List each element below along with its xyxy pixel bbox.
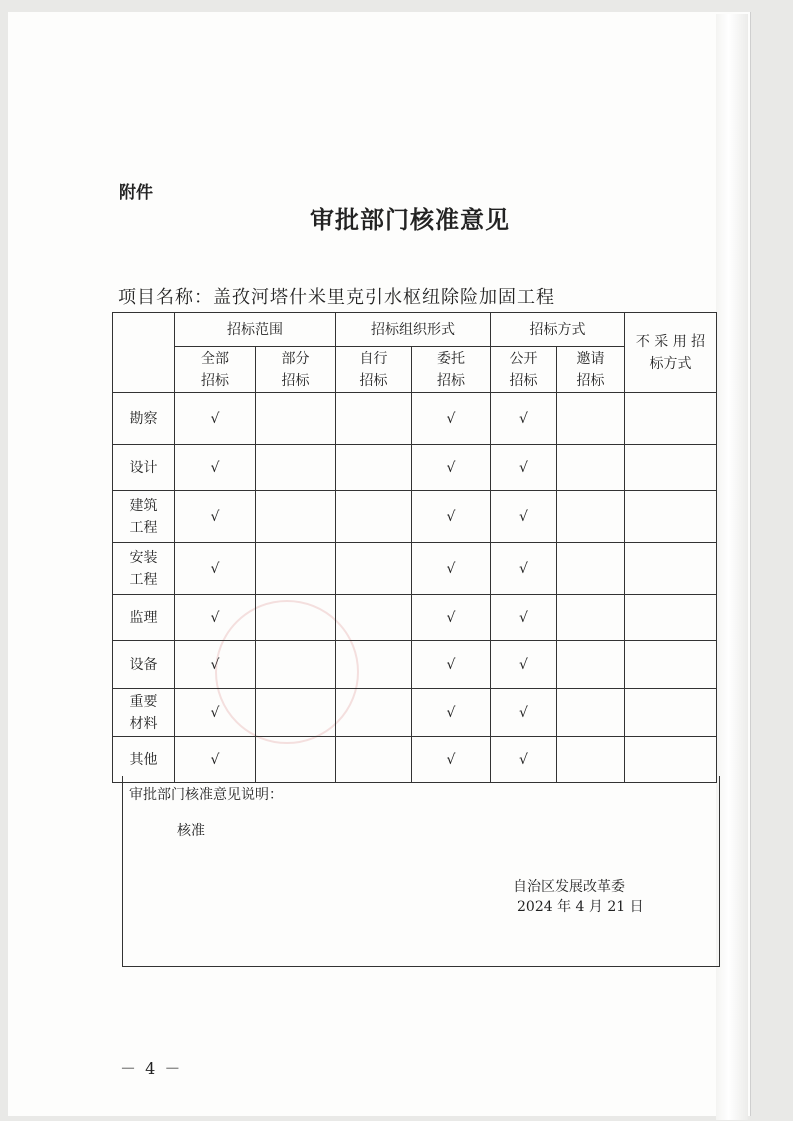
header-method: 招标方式 <box>491 313 625 347</box>
project-name-line: 项目名称：盖孜河塔什米里克引水枢纽除险加固工程 <box>118 287 555 308</box>
check-mark-cell: √ <box>175 543 256 595</box>
opinion-section <box>122 776 720 967</box>
row-label: 设计 <box>113 445 175 491</box>
check-mark-cell: √ <box>491 543 557 595</box>
check-mark-cell: √ <box>491 595 557 641</box>
empty-cell <box>625 595 717 641</box>
empty-cell <box>256 543 336 595</box>
check-mark-cell: √ <box>412 689 491 737</box>
row-label: 设备 <box>113 641 175 689</box>
check-mark-cell: √ <box>412 543 491 595</box>
approving-organization: 自治区发展改革委 <box>513 879 625 895</box>
empty-cell <box>625 393 717 445</box>
check-mark-cell: √ <box>412 737 491 783</box>
check-mark-cell: √ <box>412 491 491 543</box>
subheader-cell: 全部 招标 <box>175 347 256 393</box>
empty-cell <box>557 491 625 543</box>
empty-cell <box>557 689 625 737</box>
table-row <box>113 689 717 737</box>
table-row <box>113 595 717 641</box>
empty-cell <box>557 641 625 689</box>
empty-cell <box>625 543 717 595</box>
row-label: 安装 工程 <box>113 543 175 595</box>
check-mark-cell: √ <box>175 689 256 737</box>
check-mark-cell: √ <box>491 393 557 445</box>
empty-cell <box>625 641 717 689</box>
empty-cell <box>557 595 625 641</box>
row-label: 重要 材料 <box>113 689 175 737</box>
check-mark-cell: √ <box>175 641 256 689</box>
check-mark-cell: √ <box>491 641 557 689</box>
page-edge-shadow <box>716 14 748 1120</box>
page-number: － 4 － <box>120 1059 183 1078</box>
page-title: 审批部门核准意见 <box>310 206 510 234</box>
subheader-cell: 自行 招标 <box>336 347 412 393</box>
check-mark-cell: √ <box>412 445 491 491</box>
empty-cell <box>336 543 412 595</box>
empty-cell <box>256 595 336 641</box>
empty-cell <box>336 445 412 491</box>
empty-cell <box>336 491 412 543</box>
empty-cell <box>336 595 412 641</box>
empty-cell <box>625 491 717 543</box>
empty-cell <box>557 445 625 491</box>
opinion-label: 审批部门核准意见说明： <box>129 787 283 803</box>
row-label: 其他 <box>113 737 175 783</box>
check-mark-cell: √ <box>491 445 557 491</box>
check-mark-cell: √ <box>175 393 256 445</box>
table-row <box>113 641 717 689</box>
approval-date: 2024 年 4 月 21 日 <box>517 899 644 915</box>
check-mark-cell: √ <box>412 393 491 445</box>
empty-cell <box>557 393 625 445</box>
subheader-cell: 委托 招标 <box>412 347 491 393</box>
empty-cell <box>625 445 717 491</box>
empty-cell <box>256 641 336 689</box>
header-corner-cell <box>113 313 175 393</box>
check-mark-cell: √ <box>491 689 557 737</box>
header-row-1 <box>113 313 717 347</box>
empty-cell <box>557 543 625 595</box>
row-label: 勘察 <box>113 393 175 445</box>
empty-cell <box>336 641 412 689</box>
check-mark-cell: √ <box>175 737 256 783</box>
row-label: 建筑 工程 <box>113 491 175 543</box>
check-mark-cell: √ <box>491 491 557 543</box>
table-body <box>113 393 717 783</box>
empty-cell <box>256 445 336 491</box>
check-mark-cell: √ <box>175 595 256 641</box>
check-mark-cell: √ <box>491 737 557 783</box>
table-row <box>113 543 717 595</box>
approval-table <box>112 312 717 783</box>
table-row <box>113 393 717 445</box>
check-mark-cell: √ <box>175 445 256 491</box>
header-scope: 招标范围 <box>175 313 336 347</box>
empty-cell <box>256 491 336 543</box>
table-row <box>113 491 717 543</box>
attachment-label: 附件 <box>119 183 153 203</box>
check-mark-cell: √ <box>412 595 491 641</box>
subheader-cell: 邀请 招标 <box>557 347 625 393</box>
check-mark-cell: √ <box>175 491 256 543</box>
check-mark-cell: √ <box>412 641 491 689</box>
opinion-body: 核准 <box>177 823 205 839</box>
row-label: 监理 <box>113 595 175 641</box>
empty-cell <box>336 689 412 737</box>
empty-cell <box>256 689 336 737</box>
header-not-adopted: 不 采 用 招标方式 <box>625 313 717 393</box>
table-row <box>113 445 717 491</box>
header-organization: 招标组织形式 <box>336 313 491 347</box>
subheader-cell: 公开 招标 <box>491 347 557 393</box>
empty-cell <box>336 393 412 445</box>
empty-cell <box>625 689 717 737</box>
empty-cell <box>256 393 336 445</box>
subheader-cell: 部分 招标 <box>256 347 336 393</box>
